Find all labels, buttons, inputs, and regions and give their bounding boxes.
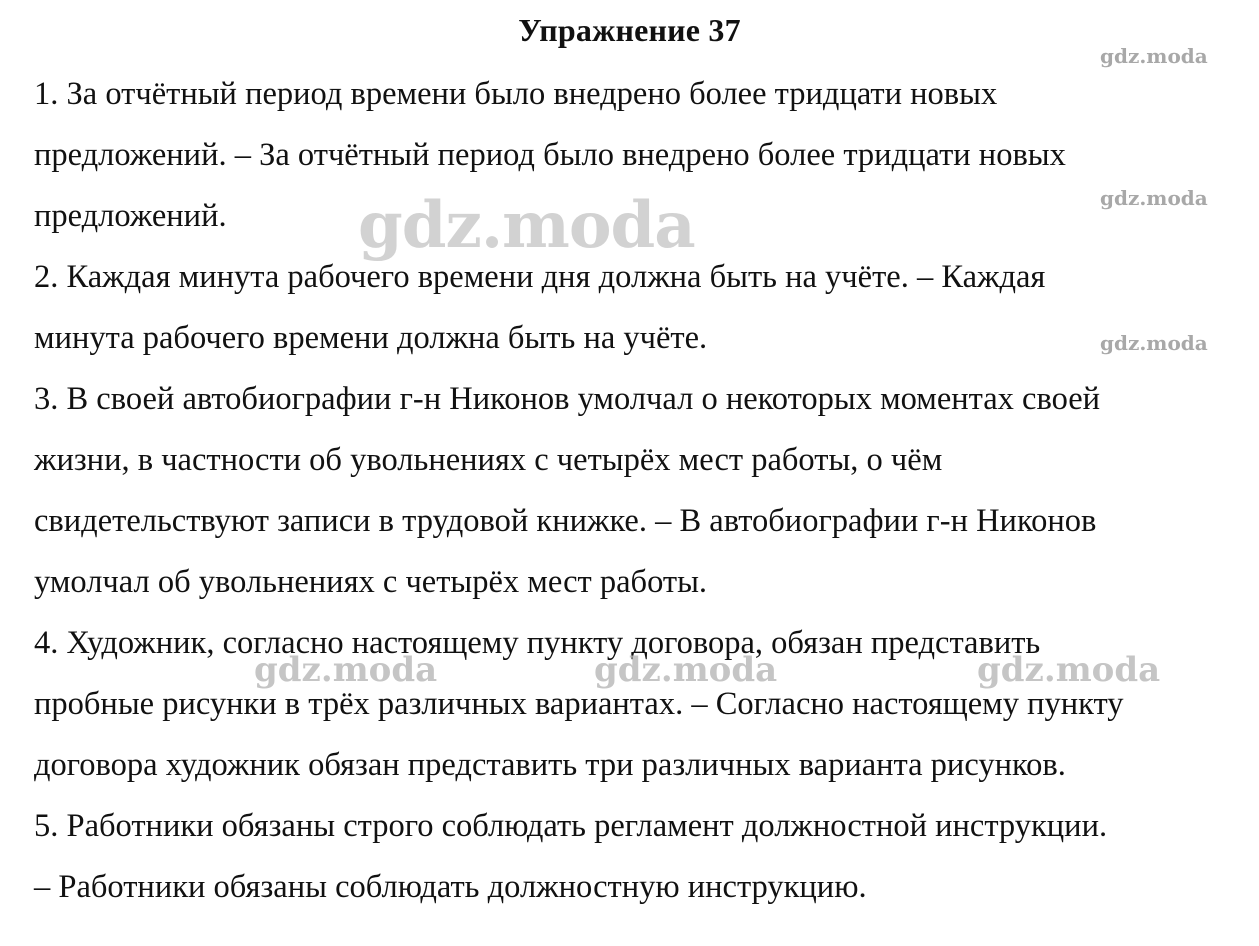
exercise-title: Упражнение 37 <box>518 12 741 48</box>
text-line: 4. Художник, согласно настоящему пункту договора, обязан представить <box>34 625 1041 661</box>
text-line: 5. Работники обязаны строго соблюдать регламент должностной инструкции. <box>34 808 1108 844</box>
text-line: предложений. – За отчётный период было внедрено более тридцати новых <box>34 137 1066 173</box>
watermark: gdz.moda <box>254 650 438 690</box>
text-line: жизни, в частности об увольнениях с четырёх мест работы, о чём <box>34 442 943 478</box>
watermark: gdz.moda <box>594 650 778 690</box>
text-line: умолчал об увольнениях с четырёх мест работы. <box>34 564 708 600</box>
text-line: 3. В своей автобиографии г-н Никонов умолчал о некоторых моментах своей <box>34 381 1101 417</box>
text-line: предложений. <box>34 198 227 234</box>
text-line: – Работники обязаны соблюдать должностную инструкцию. <box>34 869 867 905</box>
text-line: 1. За отчётный период времени было внедрено более тридцати новых <box>34 76 998 112</box>
text-line: пробные рисунки в трёх различных вариантах. – Согласно настоящему пункту <box>34 686 1124 722</box>
watermark: gdz.moda <box>1100 186 1208 210</box>
text-line: 2. Каждая минута рабочего времени дня должна быть на учёте. – Каждая <box>34 259 1046 295</box>
watermark: gdz.moda <box>1100 331 1208 355</box>
text-line: минута рабочего времени должна быть на учёте. <box>34 320 708 356</box>
watermark: gdz.moda <box>977 650 1161 690</box>
watermark: gdz.moda <box>1100 44 1208 68</box>
text-line: свидетельствуют записи в трудовой книжке. – В автобиографии г-н Никонов <box>34 503 1097 539</box>
text-line: договора художник обязан представить три различных варианта рисунков. <box>34 747 1066 783</box>
exercise-body <box>34 64 1234 918</box>
watermark: gdz.moda <box>358 188 695 263</box>
